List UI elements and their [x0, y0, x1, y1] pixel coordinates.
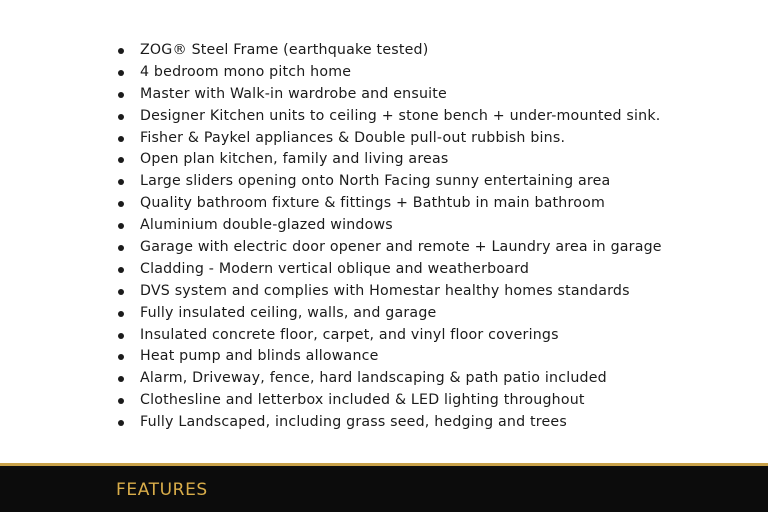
bullet-icon: [118, 267, 124, 273]
feature-item: [118, 325, 662, 347]
feature-item: [118, 171, 662, 193]
feature-text: Clothesline and letterbox included & LED lighting throughout: [140, 392, 585, 409]
feature-item: [118, 390, 662, 412]
footer-title: FEATURES: [116, 480, 208, 500]
feature-text: Fully insulated ceiling, walls, and garage: [140, 304, 437, 321]
feature-text: Garage with electric door opener and remote + Laundry area in garage: [140, 239, 662, 256]
feature-item: [118, 128, 662, 150]
feature-item: [118, 303, 662, 325]
bullet-icon: [118, 354, 124, 360]
feature-text: Large sliders opening onto North Facing sunny entertaining area: [140, 173, 611, 190]
bullet-icon: [118, 70, 124, 76]
bullet-icon: [118, 179, 124, 185]
feature-item: [118, 259, 662, 281]
footer-bar: [0, 463, 768, 512]
bullet-icon: [118, 223, 124, 229]
feature-text: DVS system and complies with Homestar healthy homes standards: [140, 282, 630, 299]
feature-text: Alarm, Driveway, fence, hard landscaping & path patio included: [140, 370, 607, 387]
feature-text: Fisher & Paykel appliances & Double pull-out rubbish bins.: [140, 129, 566, 146]
footer-accent-line: [0, 463, 768, 466]
feature-item: [118, 237, 662, 259]
feature-text: 4 bedroom mono pitch home: [140, 63, 352, 80]
feature-item: [118, 40, 662, 62]
feature-item: [118, 412, 662, 434]
feature-text: Aluminium double-glazed windows: [140, 217, 393, 234]
feature-item: [118, 346, 662, 368]
bullet-icon: [118, 114, 124, 120]
feature-text: Master with Walk-in wardrobe and ensuite: [140, 85, 447, 102]
bullet-icon: [118, 92, 124, 98]
bullet-icon: [118, 245, 124, 251]
feature-item: [118, 281, 662, 303]
bullet-icon: [118, 48, 124, 54]
feature-item: [118, 62, 662, 84]
bullet-icon: [118, 136, 124, 142]
feature-item: [118, 84, 662, 106]
feature-item: [118, 215, 662, 237]
bullet-icon: [118, 201, 124, 207]
bullet-icon: [118, 289, 124, 295]
feature-text: ZOG® Steel Frame (earthquake tested): [140, 42, 429, 58]
bullet-icon: [118, 157, 124, 163]
bullet-icon: [118, 398, 124, 404]
feature-text: Designer Kitchen units to ceiling + stone bench + under-mounted sink.: [140, 107, 661, 124]
bullet-icon: [118, 311, 124, 317]
bullet-icon: [118, 420, 124, 426]
feature-text: Insulated concrete floor, carpet, and vinyl floor coverings: [140, 326, 559, 343]
feature-list: [118, 40, 662, 434]
bullet-icon: [118, 376, 124, 382]
feature-item: [118, 368, 662, 390]
feature-item: [118, 149, 662, 171]
bullet-icon: [118, 333, 124, 339]
feature-text: Open plan kitchen, family and living areas: [140, 151, 449, 168]
feature-text: Cladding - Modern vertical oblique and weatherboard: [140, 260, 530, 277]
feature-item: [118, 106, 662, 128]
feature-text: Heat pump and blinds allowance: [140, 348, 379, 365]
feature-text: Fully Landscaped, including grass seed, hedging and trees: [140, 414, 567, 431]
feature-item: [118, 193, 662, 215]
feature-text: Quality bathroom fixture & fittings + Bathtub in main bathroom: [140, 195, 605, 212]
